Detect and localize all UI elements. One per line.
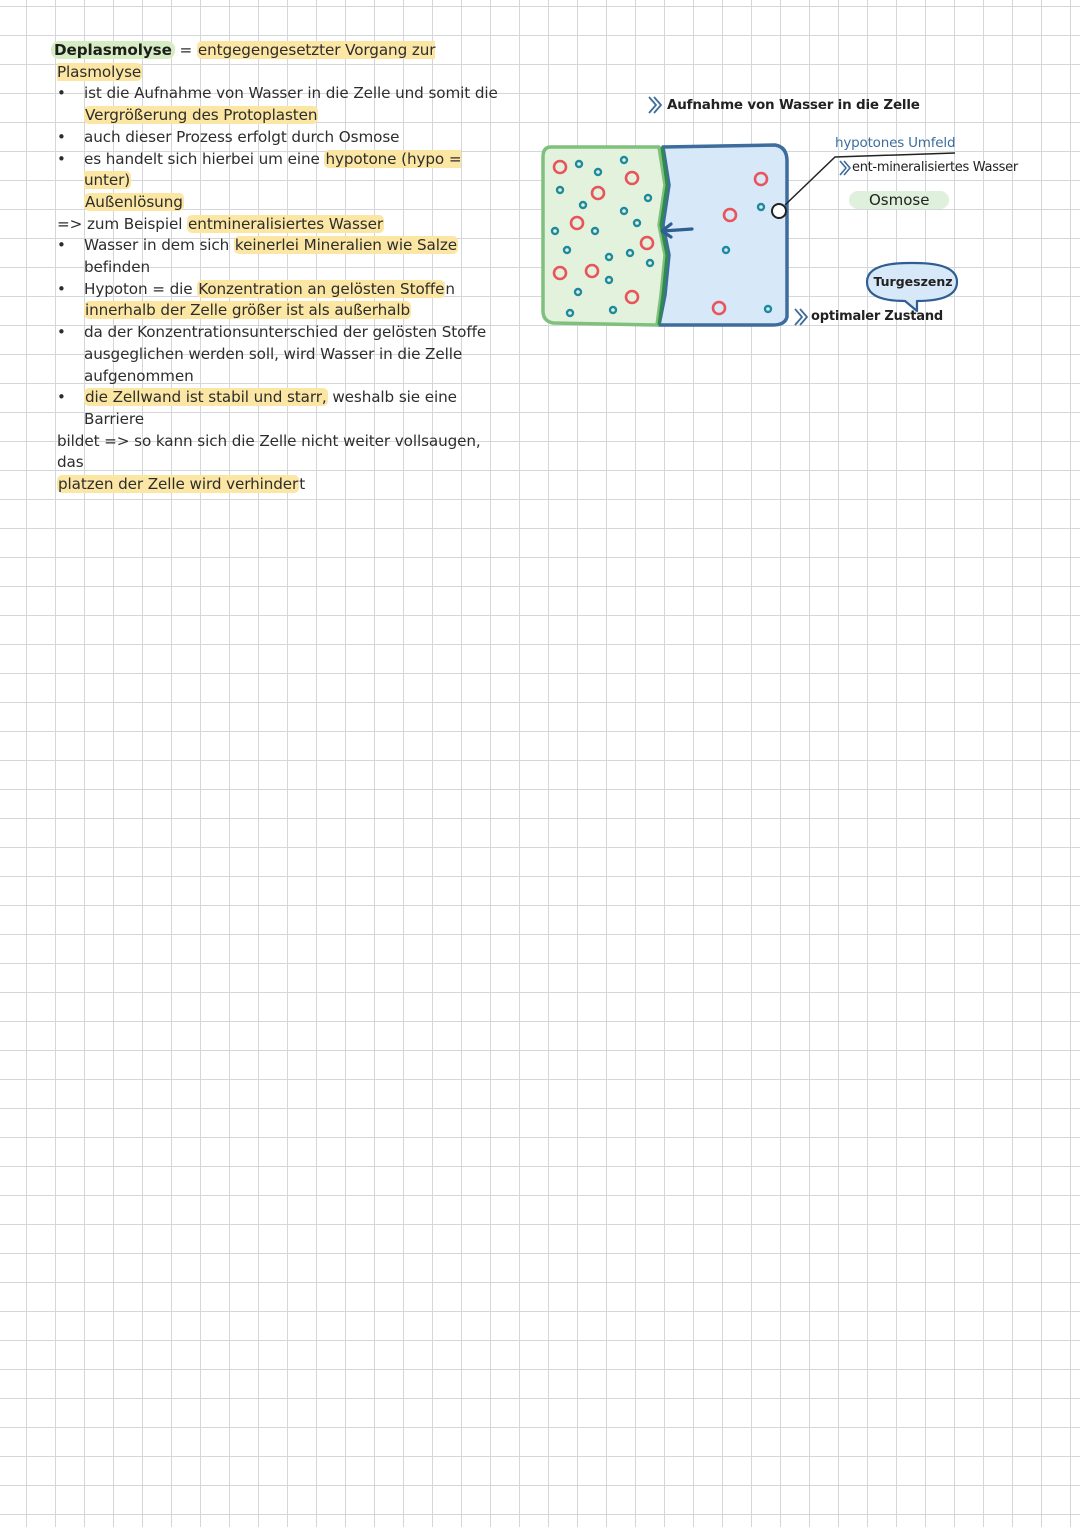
bullet-1-highlight: Vergrößerung des Protoplasten [85,106,318,125]
bullet-7-line-2: bildet => so kann sich die Zelle nicht weiter vollsaugen, das [57,431,481,472]
bullet-4-highlight: keinerlei Mineralien wie Salze [234,236,457,255]
bullet-3-highlight: hypotone (hypo = unter) [84,149,462,190]
bullet-6 [57,322,507,387]
bullet-7-highlight: die Zellwand ist stabil und starr, [85,388,327,407]
bullet-5-text: Hypoton = die [84,279,198,298]
bullet-6-line-3: aufgenommen [84,366,194,385]
cell-diagram [535,85,1055,345]
label-water-intake: Aufnahme von Wasser in die Zelle [667,97,920,113]
cell-drawing [535,85,1055,345]
title-eq: = [174,41,197,59]
bullet-4-text: Wasser in dem sich [84,236,234,255]
bullet-2-text: auch dieser Prozess erfolgt durch Osmose [84,127,400,146]
title: Deplasmolyse [54,41,172,59]
bullet-7-highlight-2: platzen der Zelle wird verhinder [58,475,299,494]
pointer-circle [772,204,786,218]
bullet-7-tail: t [299,475,306,494]
bullet-5 [57,279,507,322]
bullet-3 [57,149,507,214]
bullet-4-text-2: befinden [84,258,150,277]
label-optimal-state: optimaler Zustand [811,309,944,324]
title-definition: entgegengesetzter Vorgang zur Plasmolyse [57,41,436,81]
bullet-6-line-2: ausgeglichen werden soll, wird Wasser in die Zelle [84,344,463,363]
chevron-right-icon [649,97,661,113]
water-region [659,145,787,325]
bullet-3-text: es handelt sich hierbei um eine [84,149,325,168]
bullet-7-text: weshalb sie eine Barriere [84,388,457,428]
bullet-5-highlight-2: innerhalb der Zelle größer ist als außerhalb [85,301,411,320]
bullet-2 [57,127,507,149]
bullet-1 [57,83,507,126]
bullet-5-highlight: Konzentration an gelösten Stoffe [198,279,445,298]
label-hypotonic-environment: hypotones Umfeld [835,135,956,151]
example-line [57,214,507,236]
bullet-7 [57,387,507,430]
label-osmosis: Osmose [849,191,949,209]
bullet-1-text: ist die Aufnahme von Wasser in die Zelle und somit die [84,84,498,103]
heading-line [54,40,507,83]
bullet-4 [57,235,507,278]
chevron-right-icon [840,161,850,175]
bullet-7-cont [57,431,507,496]
notes-text [54,40,507,496]
bullet-5-tail: n [445,279,455,298]
example-highlight: entmineralisiertes Wasser [188,214,383,233]
label-demineralized-water: ent-mineralisiertes Wasser [852,160,1018,175]
chevron-right-icon [795,309,807,325]
label-turgor: Turgeszenz [873,274,953,289]
example-text: => zum Beispiel [57,214,188,233]
bullet-3-highlight-2: Außenlösung [85,192,183,211]
bullet-6-line-1: da der Konzentrationsunterschied der gelösten Stoffe [84,323,487,342]
